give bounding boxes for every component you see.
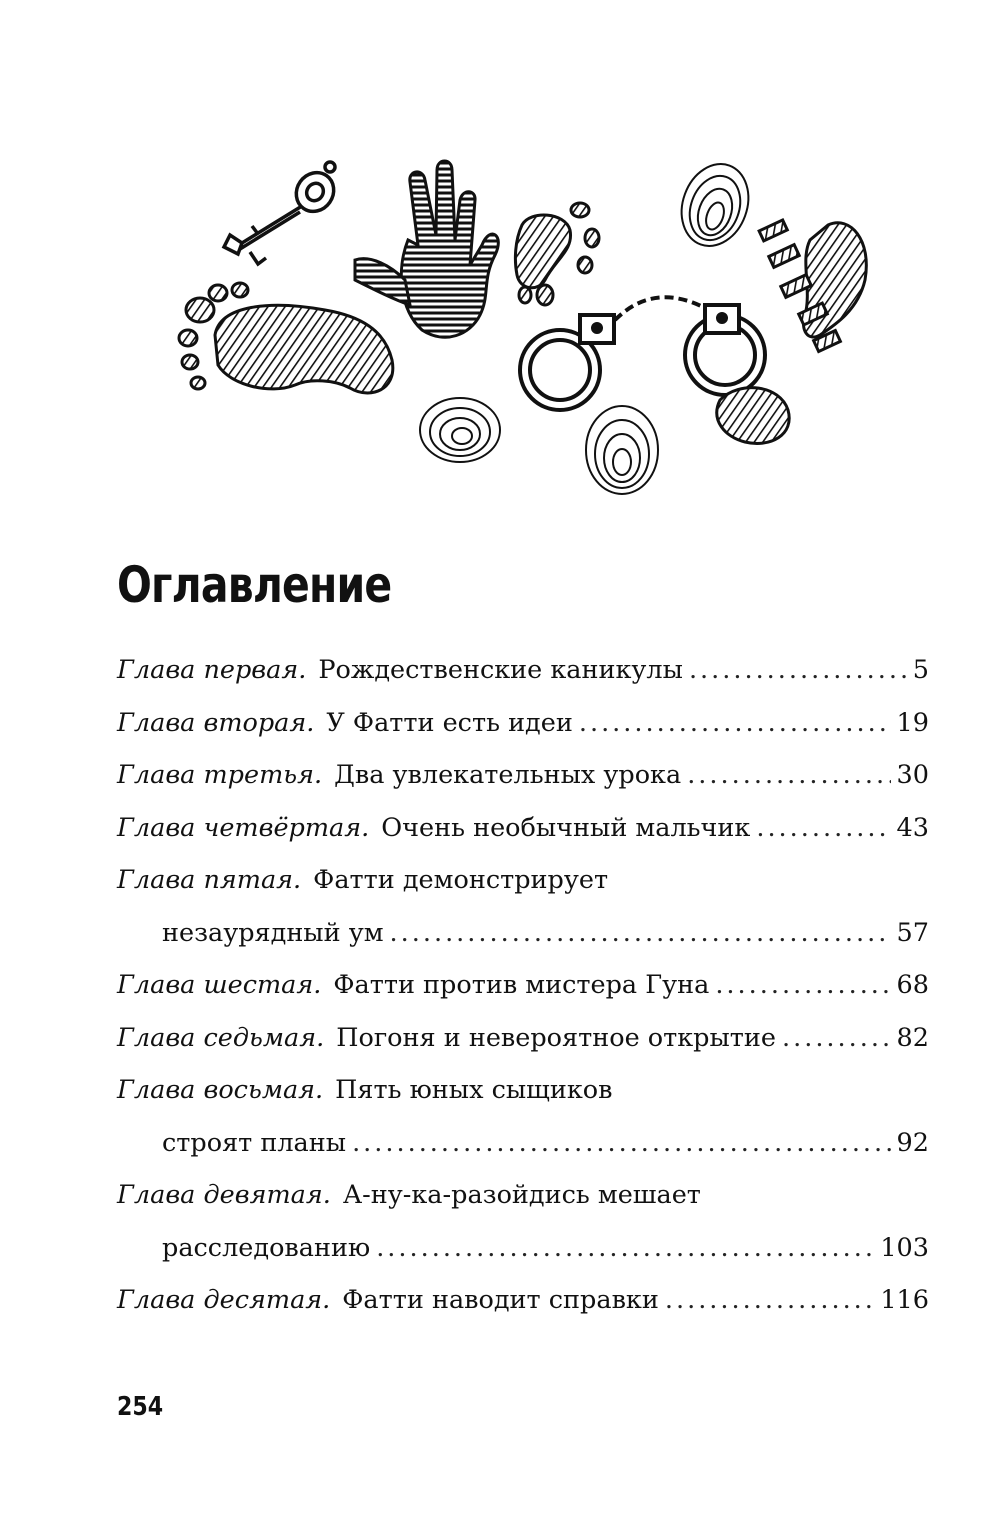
toc-entry[interactable]: [117, 1180, 929, 1285]
toc-entry[interactable]: [117, 865, 929, 970]
toc-entry-line: [117, 970, 929, 1023]
dot-leader: [689, 655, 907, 685]
footprint-icon: [179, 283, 393, 393]
chapter-label: Глава шестая.: [117, 970, 322, 1000]
chapter-title: Очень необычный мальчик: [381, 812, 751, 843]
chapter-label: Глава пятая.: [117, 865, 302, 895]
toc-entry-line: [117, 760, 929, 813]
dot-leader: [665, 1285, 874, 1315]
key-icon: [224, 162, 341, 264]
chapter-label: Глава вторая.: [117, 707, 315, 738]
chapter-page-number: 19: [896, 707, 929, 738]
chapter-title: незаурядный ум: [162, 917, 384, 948]
chapter-page-number: 68: [896, 970, 929, 1000]
chapter-page-number: 92: [896, 1127, 929, 1158]
chapter-title: Фатти демонстрирует: [313, 865, 609, 895]
page-number: 254: [117, 1392, 164, 1422]
chapter-label: Глава десятая.: [117, 1285, 331, 1315]
toc-entry-line: [117, 918, 929, 971]
chapter-page-number: 82: [896, 1022, 929, 1053]
fingerprint-icon: [586, 406, 658, 494]
toc-entry[interactable]: [117, 813, 929, 866]
chapter-label: Глава восьмая.: [117, 1075, 324, 1105]
chapter-title: Рождественские каникулы: [318, 655, 683, 685]
dot-leader: [376, 1233, 874, 1263]
chapter-page-number: 30: [896, 760, 929, 790]
toc-entry[interactable]: [117, 760, 929, 813]
chapter-page-number: 57: [896, 917, 929, 948]
toc-entry-line: [117, 655, 929, 708]
dot-leader: [715, 970, 890, 1000]
handprint-icon: [355, 161, 498, 337]
detective-illustration: [160, 130, 880, 510]
chapter-label: Глава третья.: [117, 760, 323, 790]
toc-title: Оглавление: [117, 556, 392, 614]
chapter-label: Глава девятая.: [117, 1180, 331, 1210]
chapter-page-number: 43: [896, 812, 929, 843]
chapter-label: Глава первая.: [117, 655, 307, 685]
chapter-title: А-ну-ка-разойдись мешает: [342, 1180, 701, 1210]
toc-entry-line: [117, 1285, 929, 1338]
toc-entry-line: [117, 1128, 929, 1181]
toc-entry[interactable]: [117, 1023, 929, 1076]
chapter-title: Фатти наводит справки: [342, 1285, 659, 1315]
toc-entry-line: [117, 1023, 929, 1076]
chapter-page-number: 5: [912, 655, 929, 685]
toc-entry[interactable]: [117, 708, 929, 761]
dot-leader: [352, 1128, 890, 1158]
toc-entry[interactable]: [117, 1075, 929, 1180]
chapter-title: Погоня и невероятное открытие: [336, 1022, 776, 1053]
toc-entry-line: [117, 813, 929, 866]
toc-entry-line: [117, 708, 929, 761]
dot-leader: [390, 918, 891, 948]
table-of-contents: [117, 655, 929, 1338]
dot-leader: [782, 1023, 891, 1053]
chapter-page-number: 116: [880, 1285, 929, 1315]
toc-entry[interactable]: [117, 1285, 929, 1338]
chapter-title: расследованию: [162, 1232, 371, 1263]
toc-entry-line: [117, 1233, 929, 1286]
chapter-label: Глава четвёртая.: [117, 812, 370, 843]
chapter-title: Фатти против мистера Гуна: [333, 970, 710, 1000]
chapter-title: строят планы: [162, 1127, 347, 1158]
fingerprint-icon: [420, 398, 500, 462]
toc-entry-line: [117, 865, 929, 918]
dot-leader: [579, 708, 891, 738]
toc-entry-line: [117, 1075, 929, 1128]
chapter-title: Два увлекательных урока: [334, 760, 682, 790]
chapter-label: Глава седьмая.: [117, 1022, 325, 1053]
toc-entry-line: [117, 1180, 929, 1233]
toc-entry[interactable]: [117, 655, 929, 708]
dot-leader: [756, 813, 890, 843]
fingerprint-icon: [671, 155, 760, 256]
dot-leader: [687, 760, 890, 790]
toc-entry[interactable]: [117, 970, 929, 1023]
footprint-icon: [515, 203, 599, 305]
chapter-title: У Фатти есть идеи: [326, 707, 573, 738]
chapter-page-number: 103: [880, 1232, 929, 1263]
chapter-title: Пять юных сыщиков: [335, 1075, 613, 1105]
